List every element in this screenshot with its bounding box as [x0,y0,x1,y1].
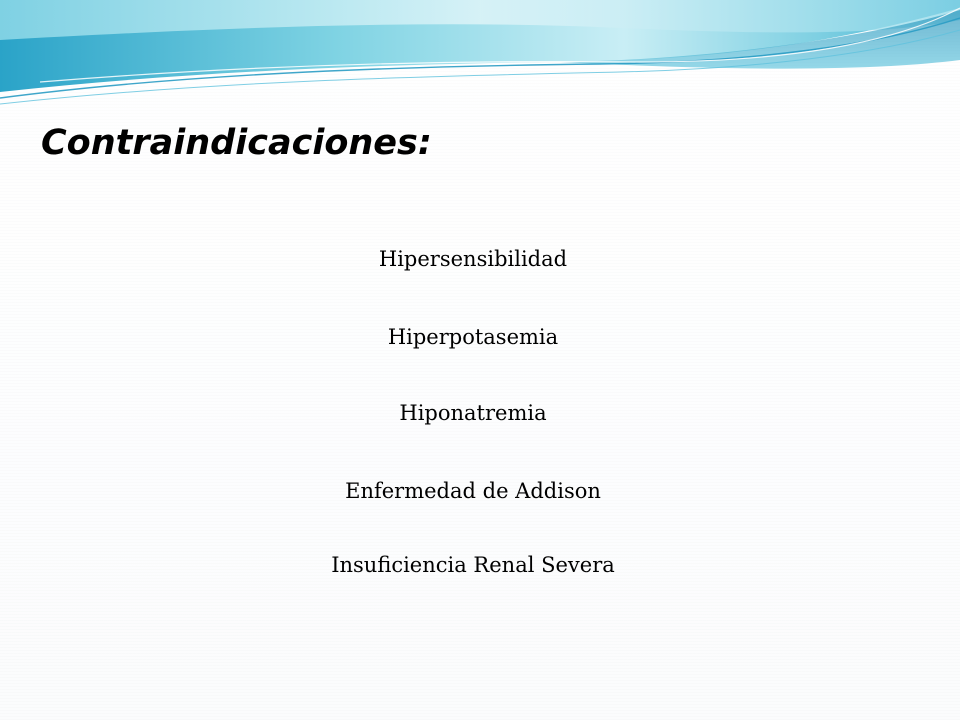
slide-title: Contraindicaciones: [41,123,432,163]
list-item-hyponatremia: Hiponatremia [399,401,547,425]
list-item-hyperkalemia: Hiperpotasemia [387,325,559,349]
list-item-hypersensitivity: Hipersensibilidad [378,247,568,271]
list-item-severe-renal-failure: Insuficiencia Renal Severa [331,553,615,577]
list-item-addison-disease: Enfermedad de Addison [345,479,601,503]
decorative-wave-header [0,0,960,120]
